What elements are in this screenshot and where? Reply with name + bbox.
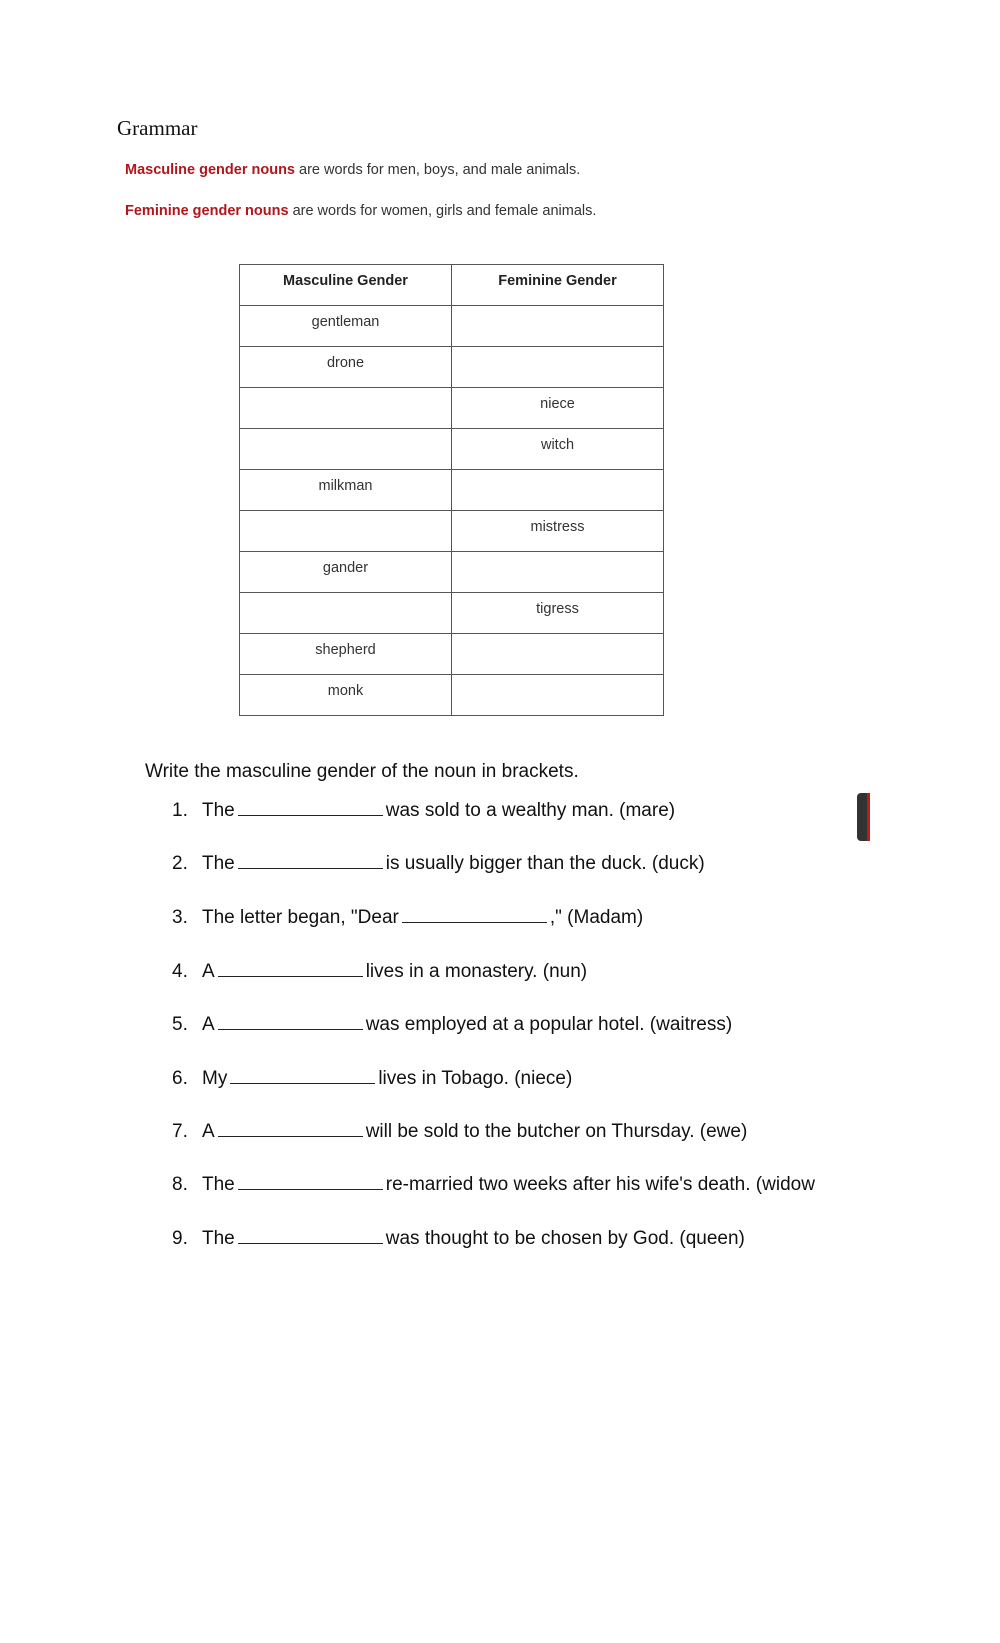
answer-blank[interactable]: [402, 908, 547, 923]
header-masculine: Masculine Gender: [240, 265, 452, 306]
feminine-cell[interactable]: mistress: [452, 511, 664, 552]
question-prefix: The: [202, 1174, 235, 1195]
feminine-cell[interactable]: niece: [452, 388, 664, 429]
question-suffix: ," (Madam): [549, 907, 644, 928]
instruction: Write the masculine gender of the noun in brackets.: [145, 761, 579, 782]
masculine-cell[interactable]: drone: [240, 347, 452, 388]
question-prefix: The: [202, 1228, 235, 1249]
question-suffix: was thought to be chosen by God. (queen): [385, 1228, 745, 1249]
gender-table: [239, 264, 664, 716]
question-suffix: re-married two weeks after his wife's death. (widow: [385, 1174, 815, 1195]
table-row: [240, 634, 664, 675]
question-prefix: My: [202, 1068, 228, 1089]
table-row: [240, 306, 664, 347]
table-row: [240, 429, 664, 470]
feminine-definition: [125, 203, 596, 219]
question-number: 5.: [172, 1014, 188, 1035]
question-number: 9.: [172, 1228, 188, 1249]
table-row: [240, 675, 664, 716]
question-suffix: lives in a monastery. (nun): [365, 961, 588, 982]
question-suffix: lives in Tobago. (niece): [378, 1068, 573, 1089]
answer-blank[interactable]: [238, 1229, 383, 1244]
question-prefix: A: [202, 1014, 215, 1035]
question-item: [172, 907, 643, 929]
masculine-definition: [125, 162, 580, 178]
answer-blank[interactable]: [238, 854, 383, 869]
feminine-cell[interactable]: witch: [452, 429, 664, 470]
question-suffix: was sold to a wealthy man. (mare): [385, 800, 676, 821]
table-row: [240, 511, 664, 552]
question-item: [172, 1228, 745, 1250]
definition-term: Feminine gender nouns: [125, 203, 289, 219]
answer-blank[interactable]: [218, 1122, 363, 1137]
table-row: [240, 552, 664, 593]
feminine-cell[interactable]: [452, 552, 664, 593]
header-feminine: Feminine Gender: [452, 265, 664, 306]
masculine-cell[interactable]: [240, 388, 452, 429]
feminine-cell[interactable]: [452, 306, 664, 347]
question-suffix: will be sold to the butcher on Thursday. (ewe): [365, 1121, 748, 1142]
question-suffix: was employed at a popular hotel. (waitress): [365, 1014, 733, 1035]
question-item: [172, 1174, 815, 1196]
answer-blank[interactable]: [218, 962, 363, 977]
question-item: [172, 1068, 572, 1090]
masculine-cell[interactable]: shepherd: [240, 634, 452, 675]
feminine-cell[interactable]: [452, 470, 664, 511]
feminine-cell[interactable]: tigress: [452, 593, 664, 634]
question-prefix: The letter began, "Dear: [202, 907, 399, 928]
question-prefix: The: [202, 853, 235, 874]
table-row: [240, 388, 664, 429]
bookmark-tab-icon[interactable]: [857, 793, 870, 841]
question-item: [172, 1014, 732, 1036]
feminine-cell[interactable]: [452, 634, 664, 675]
answer-blank[interactable]: [218, 1015, 363, 1030]
masculine-cell[interactable]: [240, 511, 452, 552]
masculine-cell[interactable]: monk: [240, 675, 452, 716]
question-number: 3.: [172, 907, 188, 928]
question-prefix: A: [202, 961, 215, 982]
definition-text: are words for men, boys, and male animals.: [295, 162, 581, 178]
masculine-cell[interactable]: milkman: [240, 470, 452, 511]
question-number: 7.: [172, 1121, 188, 1142]
definition-text: are words for women, girls and female animals.: [288, 203, 597, 219]
masculine-cell[interactable]: [240, 429, 452, 470]
answer-blank[interactable]: [230, 1069, 375, 1084]
question-item: [172, 800, 675, 822]
question-prefix: A: [202, 1121, 215, 1142]
masculine-cell[interactable]: gentleman: [240, 306, 452, 347]
question-item: [172, 1121, 747, 1143]
page-title: Grammar: [117, 116, 198, 140]
question-number: 4.: [172, 961, 188, 982]
question-prefix: The: [202, 800, 235, 821]
table-row: [240, 593, 664, 634]
question-number: 6.: [172, 1068, 188, 1089]
table-header-row: [240, 265, 664, 306]
masculine-cell[interactable]: gander: [240, 552, 452, 593]
table-row: [240, 347, 664, 388]
question-item: [172, 853, 705, 875]
question-number: 1.: [172, 800, 188, 821]
question-suffix: is usually bigger than the duck. (duck): [385, 853, 705, 874]
question-number: 8.: [172, 1174, 188, 1195]
table-row: [240, 470, 664, 511]
answer-blank[interactable]: [238, 1175, 383, 1190]
feminine-cell[interactable]: [452, 675, 664, 716]
masculine-cell[interactable]: [240, 593, 452, 634]
feminine-cell[interactable]: [452, 347, 664, 388]
definition-term: Masculine gender nouns: [125, 162, 295, 178]
answer-blank[interactable]: [238, 801, 383, 816]
question-item: [172, 961, 587, 983]
question-number: 2.: [172, 853, 188, 874]
